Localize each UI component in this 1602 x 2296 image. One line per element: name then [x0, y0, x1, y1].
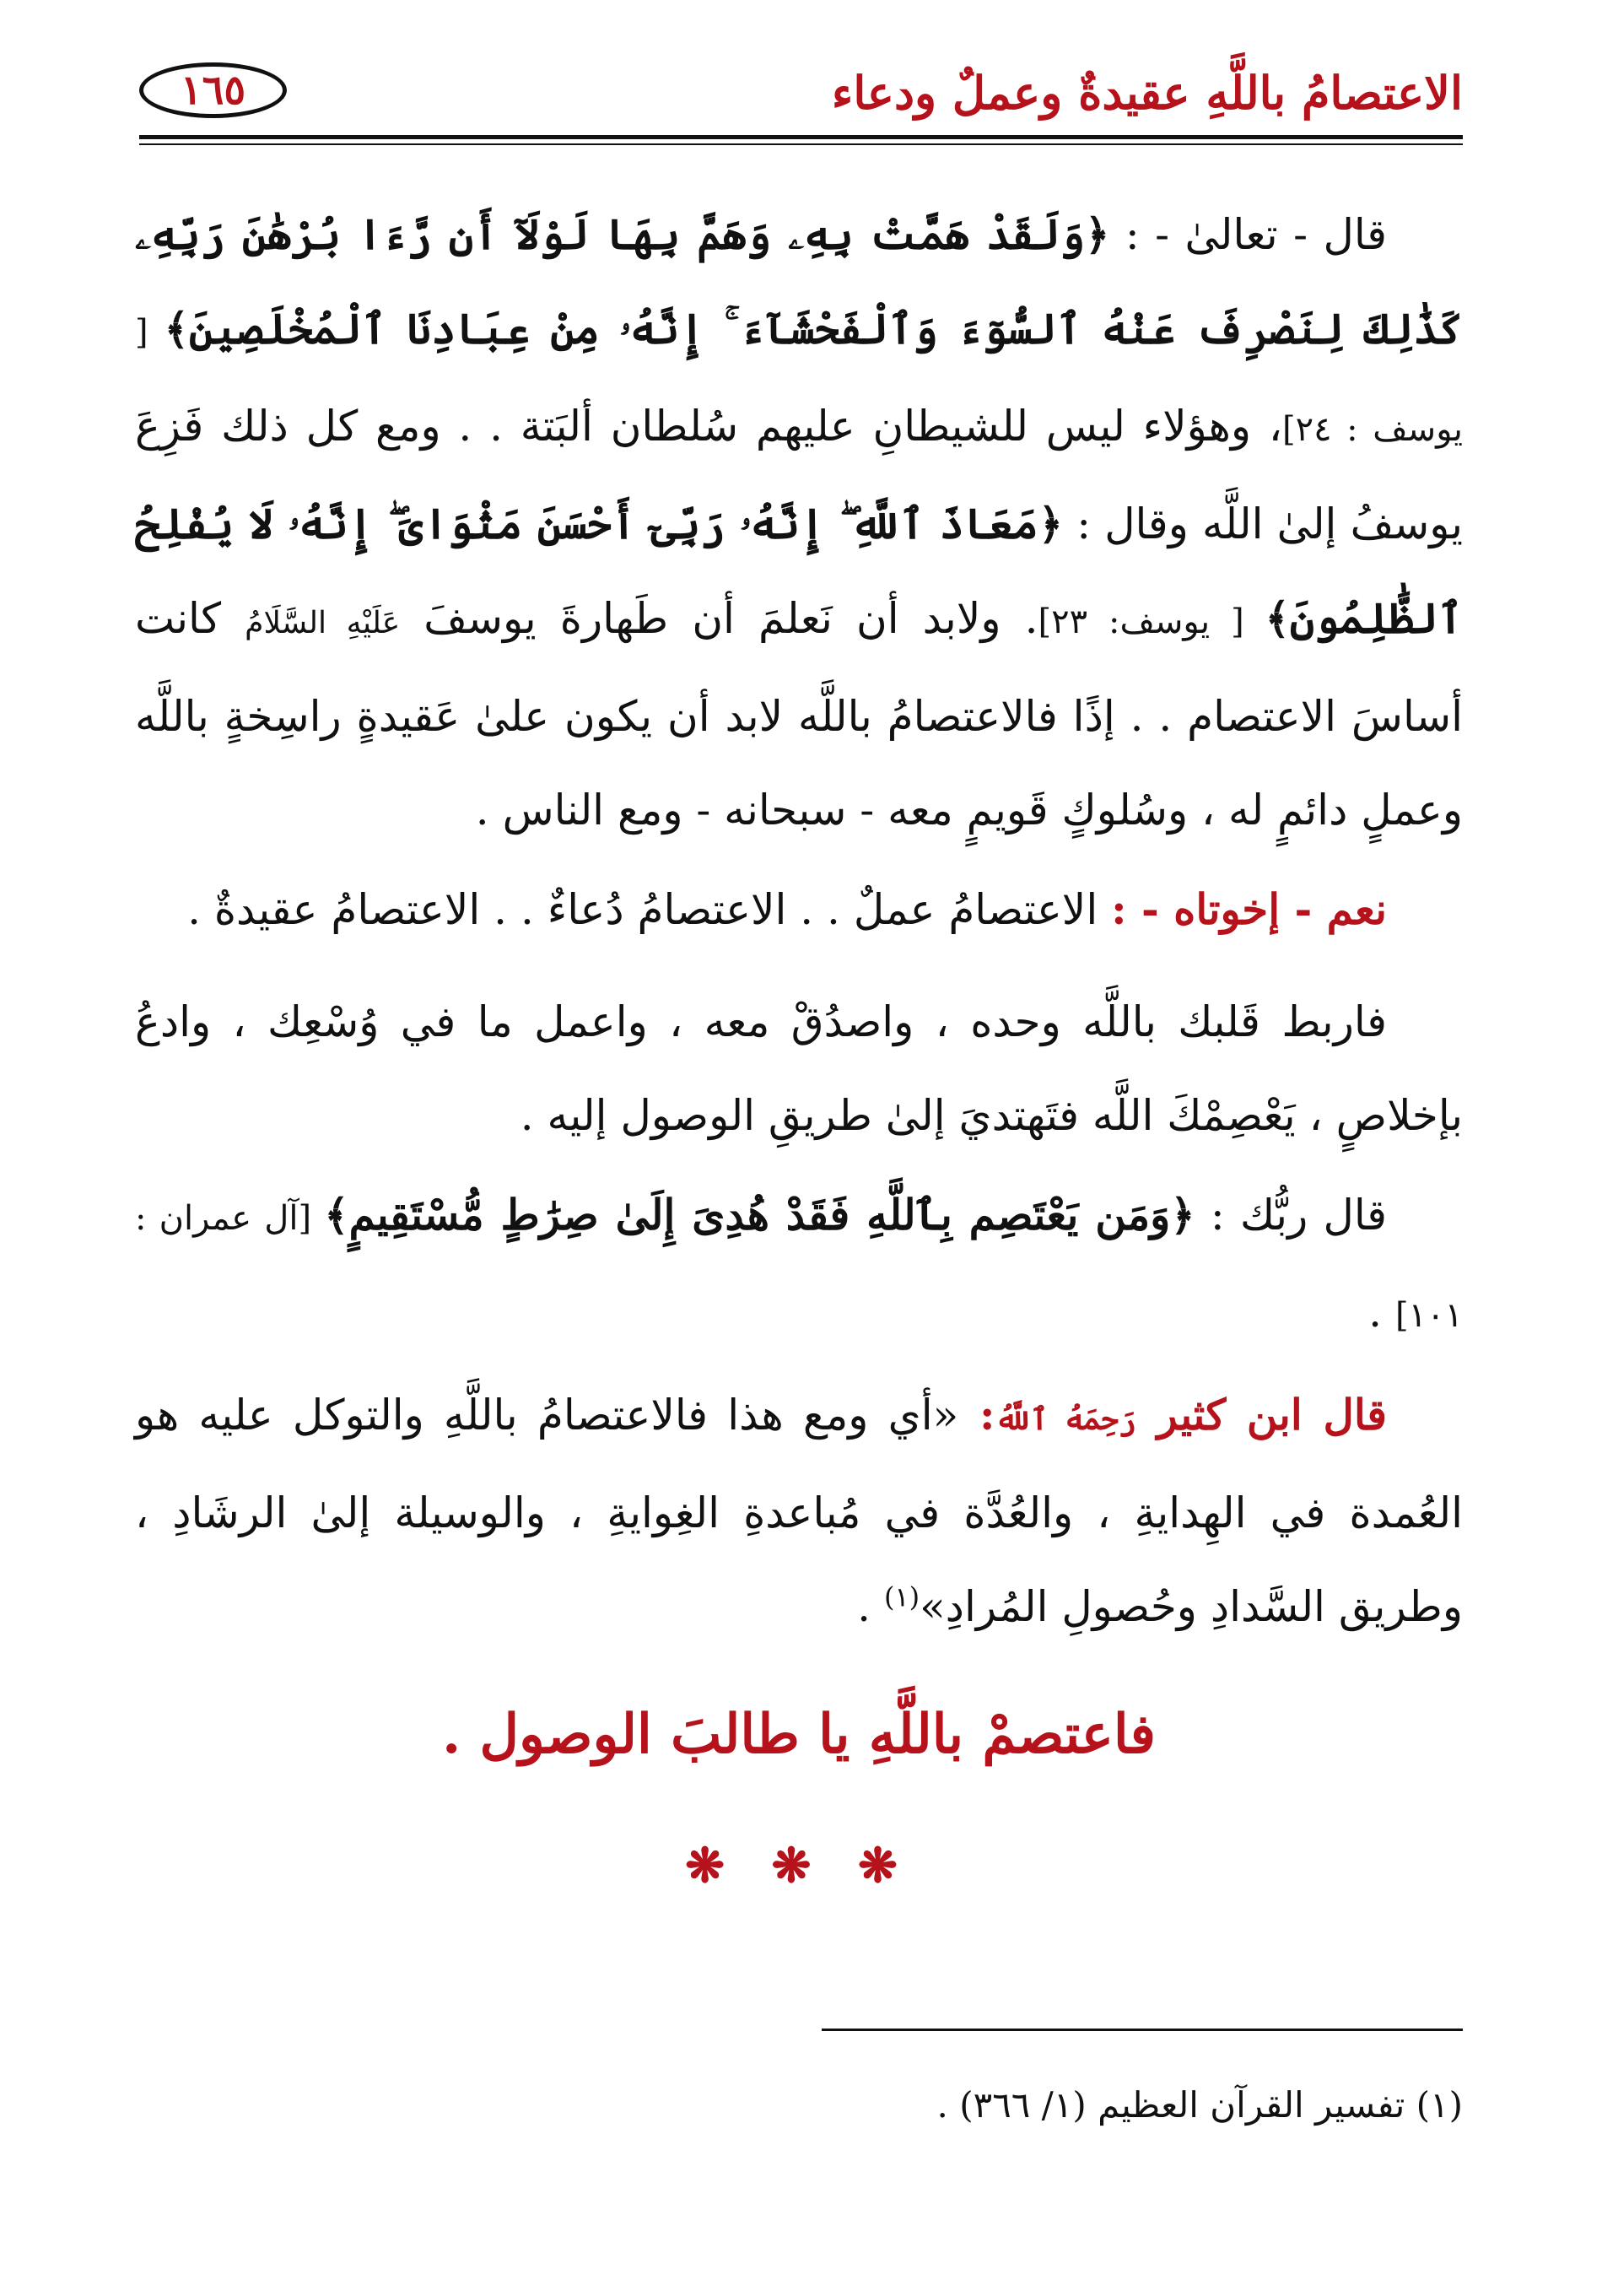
page-header — [139, 59, 1463, 143]
header-rule-thin — [139, 143, 1463, 145]
honorific-glyph: رَحِمَهُ ٱللَّهُ — [995, 1402, 1136, 1437]
paragraph-text: ، وهؤلاء ليس للشيطانِ عليهم سُلطان ألبَتة . . ومع كل ذلك فَزِعَ يوسفُ إلىٰ اللَّه وقال : — [135, 402, 1463, 548]
red-lead: قال ابن كثير — [1135, 1390, 1387, 1440]
quote-intro: قال ربُّك : — [1195, 1191, 1388, 1240]
header-rule — [139, 135, 1463, 139]
paragraph-1 — [135, 187, 1463, 857]
verse-reference: [ يوسف : ٢٤] — [135, 313, 1463, 449]
main-text — [135, 187, 1463, 1913]
sentence-end: . — [857, 1582, 884, 1631]
section-divider-stars: ❋ ❋ ❋ — [685, 1838, 913, 1894]
sentence-end: . — [1368, 1288, 1395, 1337]
paragraph-4 — [135, 1168, 1463, 1363]
paragraph-3 — [135, 975, 1463, 1163]
verse-reference-2: [ يوسف: ٢٣] — [1038, 602, 1265, 641]
footnote-rule — [822, 2029, 1463, 2031]
red-lead: نعم - إخوتاه - : — [1111, 884, 1387, 934]
footnote-1: (١) تفسير القرآن العظيم (١/ ٣٦٦) . — [936, 2084, 1463, 2126]
paragraph-text-2: . ولابد أن نَعلمَ أن طَهارةَ يوسفَ — [400, 594, 1038, 643]
red-colon: : — [958, 1390, 995, 1440]
quran-verse: ﴿وَمَن يَعْتَصِم بِٱللَّهِ فَقَدْ هُدِىَ إِلَىٰ صِرَٰطٍ مُّسْتَقِيمٍ﴾ — [324, 1190, 1195, 1240]
paragraph-text: الاعتصامُ عملٌ . . الاعتصامُ دُعاءٌ . . الاعتصامُ عقيدةٌ . — [187, 885, 1112, 934]
quran-verse-2: ﴿مَعَاذَ ٱللَّهِ ۖ إِنَّهُۥ رَبِّىٓ أَحْسَنَ مَثْوَاىَ ۖ إِنَّهُۥ لَا يُفْلِحُ ٱلظَّٰلِمُونَ﴾ — [135, 499, 1463, 643]
footnote-marker[interactable]: (١) — [883, 1580, 920, 1613]
paragraph-5 — [135, 1368, 1463, 1654]
quotation: «أي ومع هذا فالاعتصامُ باللَّهِ والتوكل عليه هو العُمدة في الهِدايةِ ، والعُدَّة في مُباعدةِ الغِوايةِ ، والوسيلة إلىٰ الرشَادِ ، وطريق السَّدادِ وحُصولِ المُرادِ» — [135, 1391, 1463, 1631]
section-heading: فاعتصمْ باللَّهِ يا طالبَ الوصول . — [441, 1703, 1157, 1766]
running-title: الاعتصامُ باللَّهِ عقيدةٌ وعملٌ ودعاء — [831, 66, 1463, 120]
verse-reference: [آل عمران : ١٠١] — [135, 1199, 1463, 1335]
paragraph-2 — [135, 862, 1463, 957]
honorific-glyph: عَلَيْهِ السَّلَامُ — [245, 606, 401, 640]
paragraph-text: فاربط قَلبك باللَّه وحده ، واصدُقْ معه ، واعمل ما في وُسْعِك ، وادعُ بإخلاصٍ ، يَعْصِمْكَ اللَّه فتَهتديَ إلىٰ طريقِ الوصول إليه . — [135, 997, 1463, 1140]
quote-intro: قال - تعالىٰ - : — [1109, 210, 1387, 259]
page-number: ١٦٥ — [139, 62, 287, 118]
paragraph-text-3: كانت أساسَ الاعتصام . . إذًا فالاعتصامُ باللَّه لابد أن يكون علىٰ عَقيدةٍ راسِخةٍ باللَّه وعملٍ دائمٍ له ، وسُلوكٍ قَويمٍ معه - سبحانه - ومع الناس . — [135, 594, 1463, 835]
quran-verse: ﴿وَلَقَدْ هَمَّتْ بِهِۦ وَهَمَّ بِهَا لَوْلَآ أَن رَّءَا بُرْهَٰنَ رَبِّهِۦ كَذَٰلِكَ لِنَصْرِفَ عَنْهُ ٱلسُّوٓءَ وَٱلْفَحْشَآءَ ۚ إِنَّهُۥ مِنْ عِبَادِنَا ٱلْمُخْلَصِينَ﴾ — [135, 209, 1463, 354]
